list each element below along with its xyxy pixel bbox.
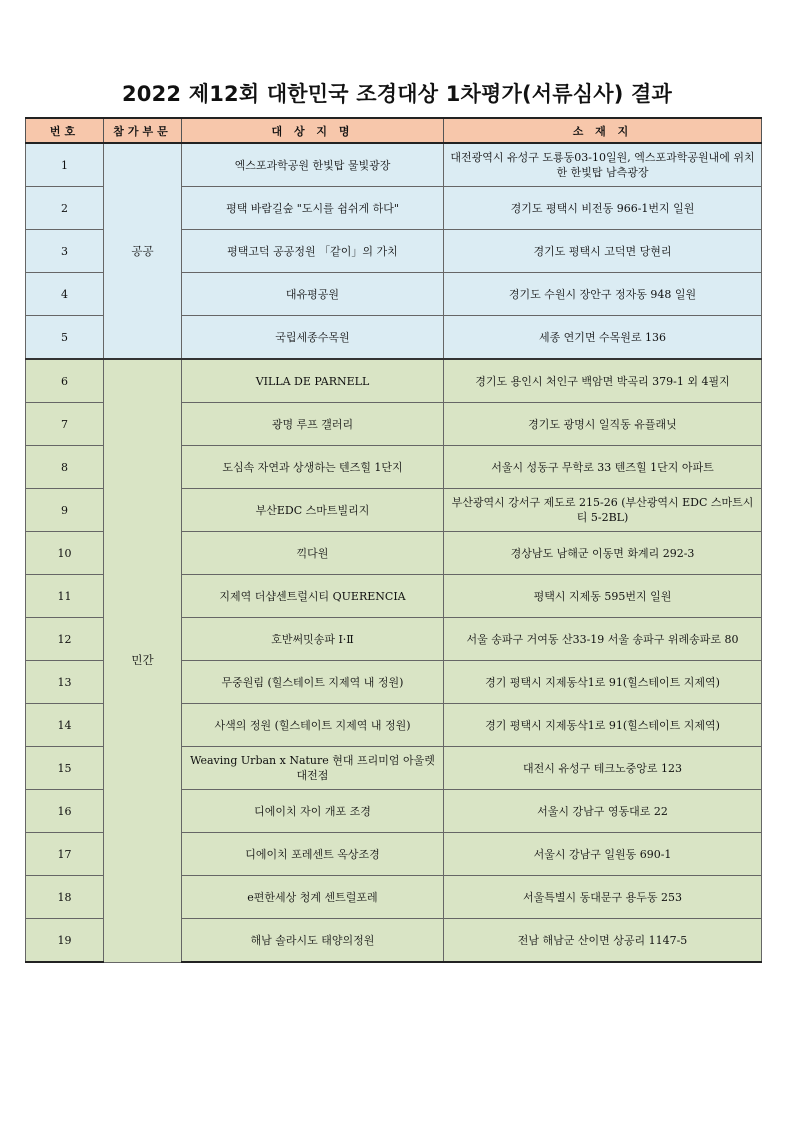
- row-number: 2: [26, 187, 104, 230]
- site-name: 엑스포과학공원 한빛탑 물빛광장: [182, 143, 444, 187]
- site-name: 해남 솔라시도 태양의정원: [182, 919, 444, 963]
- site-name: 국립세종수목원: [182, 316, 444, 360]
- row-number: 12: [26, 618, 104, 661]
- site-name: Weaving Urban x Nature 현대 프리미엄 아울렛 대전점: [182, 747, 444, 790]
- table-header-row: [26, 118, 762, 143]
- row-number: 19: [26, 919, 104, 963]
- row-number: 18: [26, 876, 104, 919]
- category-private: 민간: [104, 359, 182, 962]
- results-table: [25, 117, 762, 963]
- row-number: 14: [26, 704, 104, 747]
- row-number: 16: [26, 790, 104, 833]
- row-number: 15: [26, 747, 104, 790]
- site-location: 서울시 성동구 무학로 33 텐즈힐 1단지 아파트: [444, 446, 762, 489]
- site-name: 대유평공원: [182, 273, 444, 316]
- row-number: 7: [26, 403, 104, 446]
- site-location: 서울 송파구 거여동 산33-19 서울 송파구 위례송파로 80: [444, 618, 762, 661]
- site-location: 세종 연기면 수목원로 136: [444, 316, 762, 360]
- site-name: 평택 바람길숲 "도시를 쉼쉬게 하다": [182, 187, 444, 230]
- site-location: 경기도 용인시 처인구 백암면 박곡리 379-1 외 4필지: [444, 359, 762, 403]
- site-name: 도심속 자연과 상생하는 텐즈힐 1단지: [182, 446, 444, 489]
- site-location: 경기도 평택시 고덕면 당현리: [444, 230, 762, 273]
- header-number: 번호: [26, 118, 104, 143]
- site-location: 경기 평택시 지제동삭1로 91(힐스테이트 지제역): [444, 661, 762, 704]
- row-number: 4: [26, 273, 104, 316]
- site-location: 경기도 수원시 장안구 정자동 948 일원: [444, 273, 762, 316]
- site-location: 서울시 강남구 일원동 690-1: [444, 833, 762, 876]
- row-number: 3: [26, 230, 104, 273]
- row-number: 13: [26, 661, 104, 704]
- site-name: VILLA DE PARNELL: [182, 359, 444, 403]
- row-number: 1: [26, 143, 104, 187]
- site-location: 평택시 지제동 595번지 일원: [444, 575, 762, 618]
- site-name: 끽다원: [182, 532, 444, 575]
- site-location: 서울특별시 동대문구 용두동 253: [444, 876, 762, 919]
- row-number: 8: [26, 446, 104, 489]
- site-location: 경기도 평택시 비전동 966-1번지 일원: [444, 187, 762, 230]
- row-number: 6: [26, 359, 104, 403]
- site-name: e편한세상 청계 센트럴포레: [182, 876, 444, 919]
- site-name: 광명 루프 갤러리: [182, 403, 444, 446]
- page-title: 2022 제12회 대한민국 조경대상 1차평가(서류심사) 결과: [121, 82, 673, 106]
- row-number: 9: [26, 489, 104, 532]
- site-name: 평택고덕 공공정원 「같이」의 가치: [182, 230, 444, 273]
- site-name: 무중원림 (힐스테이트 지제역 내 정원): [182, 661, 444, 704]
- row-number: 5: [26, 316, 104, 360]
- table-row: [26, 359, 762, 403]
- site-name: 부산EDC 스마트빌리지: [182, 489, 444, 532]
- row-number: 10: [26, 532, 104, 575]
- site-location: 경기 평택시 지제동삭1로 91(힐스테이트 지제역): [444, 704, 762, 747]
- site-name: 사색의 정원 (힐스테이트 지제역 내 정원): [182, 704, 444, 747]
- table-row: [26, 143, 762, 187]
- row-number: 17: [26, 833, 104, 876]
- row-number: 11: [26, 575, 104, 618]
- category-public: 공공: [104, 143, 182, 359]
- site-location: 경기도 광명시 일직동 유플래닛: [444, 403, 762, 446]
- site-location: 부산광역시 강서구 제도로 215-26 (부산광역시 EDC 스마트시티 5-2BL): [444, 489, 762, 532]
- header-site-name: 대 상 지 명: [182, 118, 444, 143]
- site-location: 서울시 강남구 영동대로 22: [444, 790, 762, 833]
- site-name: 호반써밋송파 Ⅰ·Ⅱ: [182, 618, 444, 661]
- site-name: 지제역 더샵센트럴시티 QUERENCIA: [182, 575, 444, 618]
- site-location: 경상남도 남해군 이동면 화계리 292-3: [444, 532, 762, 575]
- site-location: 대전광역시 유성구 도룡동03-10일원, 엑스포과학공원내에 위치한 한빛탑 남측광장: [444, 143, 762, 187]
- site-name: 디에이치 자이 개포 조경: [182, 790, 444, 833]
- site-location: 전남 해남군 산이면 상공리 1147-5: [444, 919, 762, 963]
- header-category: 참가부문: [104, 118, 182, 143]
- site-location: 대전시 유성구 테크노중앙로 123: [444, 747, 762, 790]
- header-location: 소 재 지: [444, 118, 762, 143]
- site-name: 디에이치 포레센트 옥상조경: [182, 833, 444, 876]
